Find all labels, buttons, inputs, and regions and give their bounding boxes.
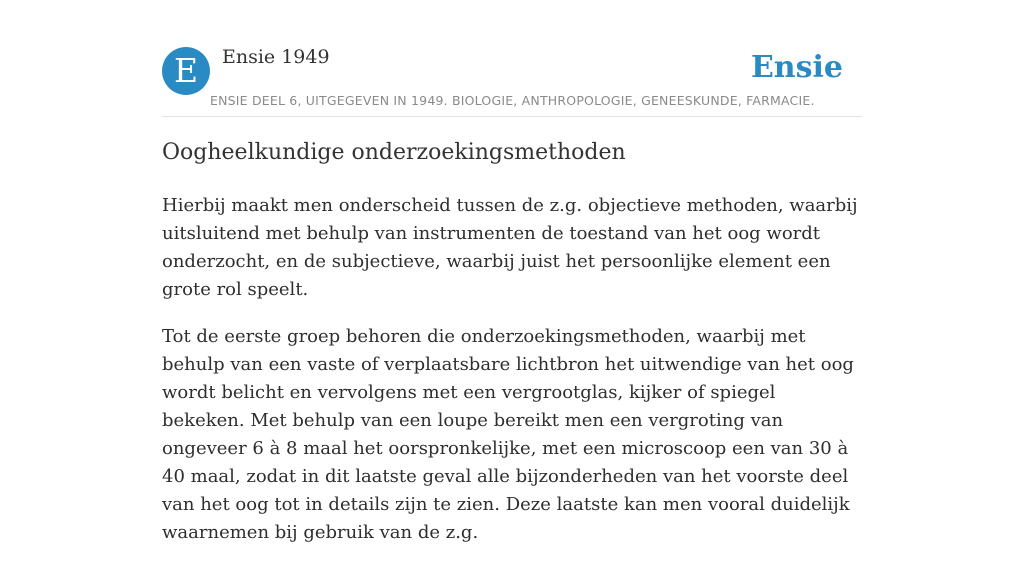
paragraph: Tot de eerste groep behoren die onderzoekingsmethoden, waarbij met behulp van een vaste of verplaatsbare lichtbron het uitwendige van het oog wordt belicht en vervolgens met een vergrootglas, kijker of spiegel bekeken. Met behulp van een loupe bereikt men een vergroting van ongeveer 6 à 8 maal het oorspronkelijke, met een microscoop een van 30 à 40 maal, zodat in dit laatste geval alle bijzonderheden van het voorste deel van het oog tot in details zijn te zien. Deze laatste kan men vooral duidelijk waarnemen bij gebruik van de z.g. <box>162 326 854 543</box>
header <box>162 0 862 117</box>
article-title: Oogheelkundige onderzoekingsmethoden <box>162 140 626 165</box>
article-body <box>162 192 862 566</box>
source-subtitle: ENSIE DEEL 6, UITGEGEVEN IN 1949. BIOLOGIE, ANTHROPOLOGIE, GENEESKUNDE, FARMACIE. <box>210 93 815 108</box>
source-title[interactable]: Ensie 1949 <box>222 46 330 68</box>
paragraph: Hierbij maakt men onderscheid tussen de z.g. objectieve methoden, waarbij uitsluitend met behulp van instrumenten de toestand van het oog wordt onderzocht, en de subjectieve, waarbij juist het persoonlijke element een grote rol speelt. <box>162 195 858 300</box>
brand-link[interactable]: Ensie <box>750 50 843 85</box>
ensie-logo-icon[interactable]: E <box>162 47 210 95</box>
page <box>162 0 862 543</box>
